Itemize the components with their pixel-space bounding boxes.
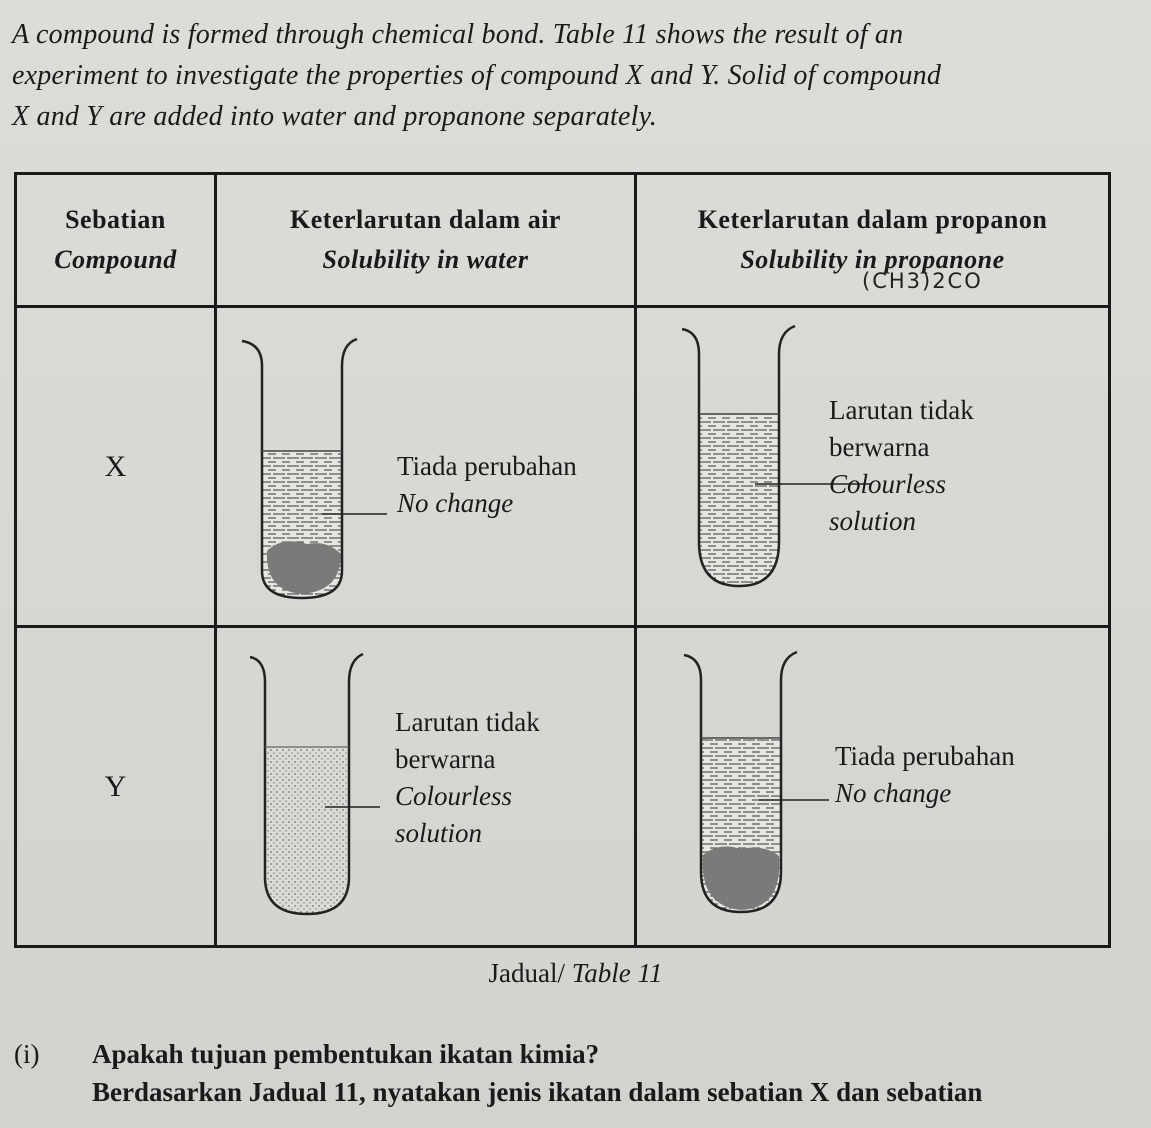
question-line-1: Apakah tujuan pembentukan ikatan kimia? bbox=[92, 1039, 600, 1069]
header-compound-en: Compound bbox=[54, 245, 177, 274]
intro-line-1: A compound is formed through chemical bond. Table 11 shows the result of an bbox=[12, 19, 904, 50]
label-y-propanone-en1: No change bbox=[835, 778, 952, 808]
table-row bbox=[16, 627, 1110, 947]
test-tube-y-water bbox=[245, 652, 415, 922]
propanone-cell-y bbox=[636, 627, 1110, 947]
compound-label-x: X bbox=[104, 449, 127, 483]
test-tube-x-water bbox=[237, 336, 407, 606]
label-x-propanone bbox=[829, 392, 974, 540]
compound-cell-y bbox=[16, 627, 216, 947]
label-x-propanone-en2: solution bbox=[829, 506, 917, 536]
caption-ms: Jadual/ bbox=[488, 958, 565, 988]
header-propanone bbox=[636, 174, 1110, 307]
header-water-ms: Keterlarutan dalam air bbox=[290, 205, 561, 234]
question-i bbox=[14, 1035, 1134, 1111]
table-row bbox=[16, 307, 1110, 627]
propanone-cell-x bbox=[636, 307, 1110, 627]
label-y-water-en2: solution bbox=[395, 818, 483, 848]
table-caption bbox=[0, 958, 1151, 989]
label-x-propanone-ms2: berwarna bbox=[829, 432, 930, 462]
label-x-water-en1: No change bbox=[397, 488, 514, 518]
compound-label-y: Y bbox=[104, 769, 127, 803]
water-cell-y bbox=[216, 627, 636, 947]
label-y-water bbox=[395, 704, 540, 852]
question-line-2: Berdasarkan Jadual 11, nyatakan jenis ikatan dalam sebatian X dan sebatian bbox=[92, 1077, 983, 1107]
label-x-propanone-en1: Colourless bbox=[829, 469, 947, 499]
label-x-propanone-ms1: Larutan tidak bbox=[829, 395, 974, 425]
label-x-water bbox=[397, 448, 577, 522]
water-cell-x bbox=[216, 307, 636, 627]
label-y-water-en1: Colourless bbox=[395, 781, 513, 811]
label-y-propanone bbox=[835, 738, 1015, 812]
header-water-en: Solubility in water bbox=[322, 245, 529, 274]
intro-paragraph bbox=[12, 14, 1132, 137]
label-x-water-ms1: Tiada perubahan bbox=[397, 451, 577, 481]
label-y-propanone-ms1: Tiada perubahan bbox=[835, 741, 1015, 771]
header-propanone-ms: Keterlarutan dalam propanon bbox=[697, 205, 1048, 234]
label-y-water-ms1: Larutan tidak bbox=[395, 707, 540, 737]
header-water bbox=[216, 174, 636, 307]
question-number: (i) bbox=[14, 1039, 40, 1069]
header-compound bbox=[16, 174, 216, 307]
handwritten-formula: (CH3)2CO bbox=[862, 269, 983, 293]
header-compound-ms: Sebatian bbox=[65, 205, 166, 234]
table-header-row bbox=[16, 174, 1110, 307]
results-table bbox=[14, 172, 1108, 942]
intro-line-2: experiment to investigate the properties of compound X and Y. Solid of compound bbox=[12, 60, 942, 91]
header-propanone-en: Solubility in propanone bbox=[740, 245, 1005, 274]
compound-cell-x bbox=[16, 307, 216, 627]
intro-line-3: X and Y are added into water and propanone separately. bbox=[12, 101, 657, 132]
label-y-water-ms2: berwarna bbox=[395, 744, 496, 774]
caption-en: Table 11 bbox=[571, 958, 663, 988]
